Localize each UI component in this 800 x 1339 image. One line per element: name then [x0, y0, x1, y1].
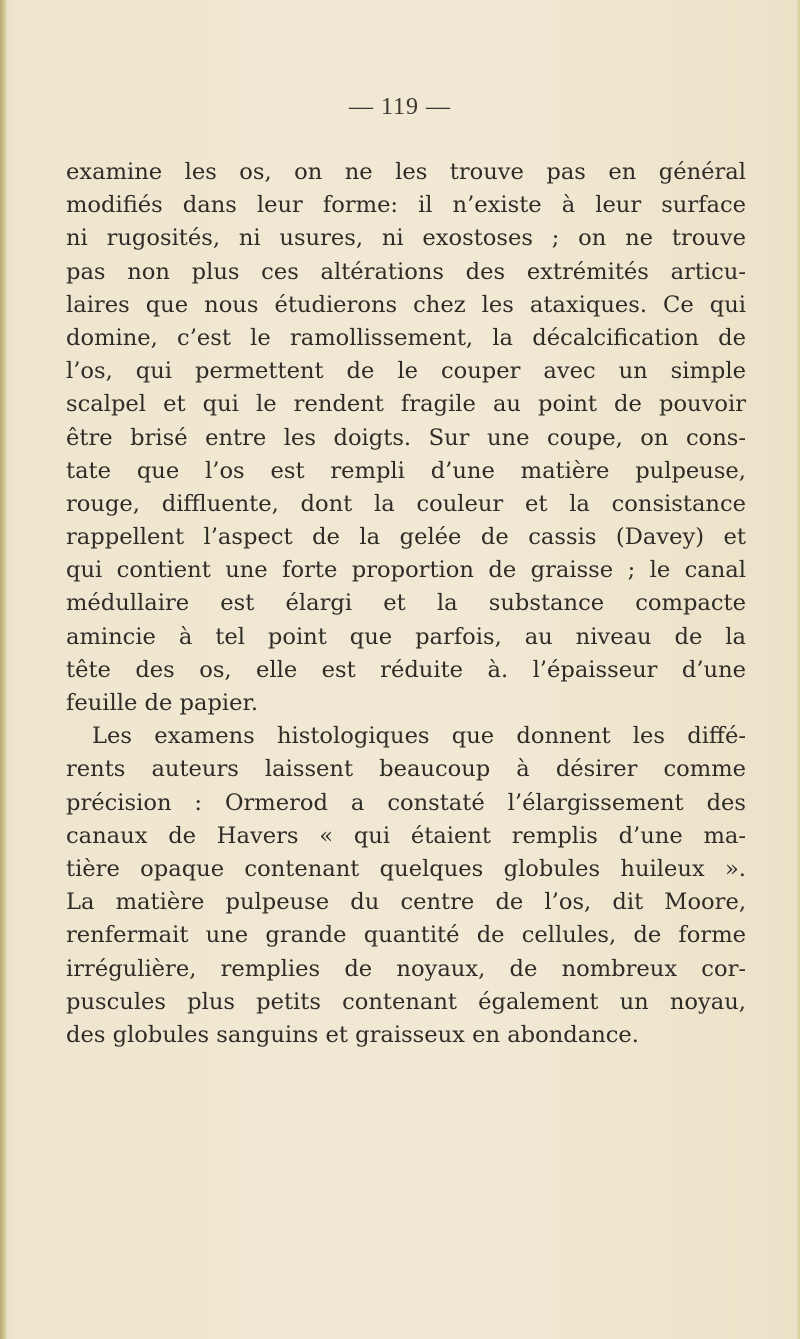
text-line: précision : Ormerod a constaté l’élargissement des — [66, 789, 746, 816]
text-line: médullaire est élargi et la substance compacte — [66, 590, 746, 617]
text-line: ni rugosités, ni usures, ni exostoses ; on ne trouve — [66, 225, 746, 252]
paragraph-end-line: des globules sanguins et graisseux en abondance. — [66, 1021, 639, 1048]
paragraph-end-line: feuille de papier. — [66, 690, 259, 716]
page-binding-edge — [0, 0, 7, 1339]
text-line: La matière pulpeuse du centre de l’os, dit Moore, — [66, 889, 746, 916]
body-text — [66, 156, 746, 1052]
text-line: domine, c’est le ramollissement, la décalcification de — [66, 324, 746, 351]
text-line: être brisé entre les doigts. Sur une coupe, on cons- — [66, 424, 746, 451]
text-line: tière opaque contenant quelques globules huileux ». — [66, 855, 746, 882]
text-line: examine les os, on ne les trouve pas en général — [66, 159, 746, 185]
text-line: renfermait une grande quantité de cellules, de forme — [66, 922, 746, 949]
text-line: rents auteurs laissent beaucoup à désirer comme — [66, 756, 746, 783]
text-line: canaux de Havers « qui étaient remplis d’une ma- — [66, 822, 746, 849]
text-line: rouge, diffluente, dont la couleur et la consistance — [66, 490, 746, 517]
page-right-edge — [796, 0, 800, 1339]
text-line: rappellent l’aspect de la gelée de cassis (Davey) et — [66, 524, 746, 551]
text-line: laires que nous étudierons chez les ataxiques. Ce qui — [66, 291, 746, 318]
text-line: puscules plus petits contenant également un noyau, — [66, 988, 746, 1015]
text-line: amincie à tel point que parfois, au niveau de la — [66, 623, 746, 650]
text-line: irrégulière, remplies de noyaux, de nombreux cor- — [66, 955, 746, 982]
text-line: pas non plus ces altérations des extrémités articu- — [66, 258, 746, 285]
page-number-header: — 119 — — [348, 94, 452, 120]
text-line: qui contient une forte proportion de graisse ; le canal — [66, 557, 746, 584]
paragraph-start-line: Les examens histologiques que donnent les diffé- — [92, 723, 746, 750]
text-line: tête des os, elle est réduite à. l’épaisseur d’une — [66, 656, 746, 683]
text-line: l’os, qui permettent de le couper avec un simple — [66, 358, 746, 385]
text-line: tate que l’os est rempli d’une matière pulpeuse, — [66, 457, 746, 484]
text-line: modifiés dans leur forme: il n’existe à leur surface — [66, 192, 746, 219]
text-line: scalpel et qui le rendent fragile au point de pouvoir — [66, 391, 746, 418]
